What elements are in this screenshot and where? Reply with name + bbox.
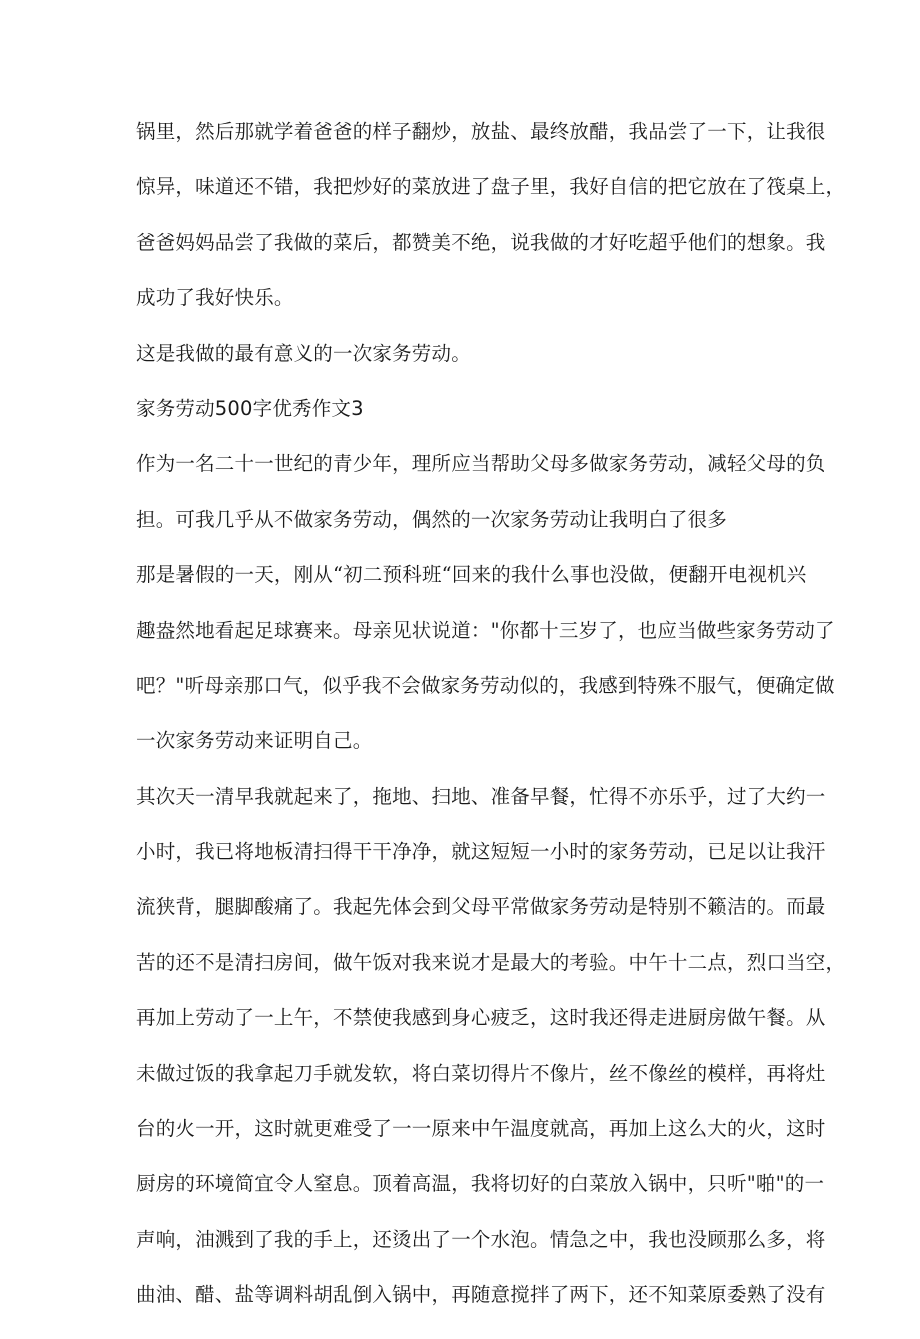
text-line: 趣盎然地看起足球赛来。母亲见状说道："你都十三岁了，也应当做些家务劳动了 xyxy=(136,618,835,642)
text-line: 厨房的环境简宜令人窒息。顶着高温，我将切好的白菜放入锅中，只听"啪"的一 xyxy=(136,1172,825,1196)
text-line: 担。可我几乎从不做家务劳动，偶然的一次家务劳动让我明白了很多 xyxy=(136,507,728,531)
text-line: 未做过饭的我拿起刀手就发软，将白菜切得片不像片，丝不像丝的模样，再将灶 xyxy=(136,1061,826,1085)
document-body xyxy=(136,120,846,1339)
text-line: 台的火一开，这时就更难受了一一原来中午温度就高，再加上这么大的火，这时 xyxy=(136,1117,826,1141)
text-line: 作为一名二十一世纪的青少年，理所应当帮助父母多做家务劳动，减轻父母的负 xyxy=(136,452,826,476)
text-line: 声响，油溅到了我的手上，还烫出了一个水泡。情急之中，我也没顾那么多，将 xyxy=(136,1227,826,1251)
text-line: 锅里，然后那就学着爸爸的样子翻炒，放盐、最终放醋，我品尝了一下，让我很 xyxy=(136,120,826,143)
text-line: 吧？"听母亲那口气，似乎我不会做家务劳动似的，我感到特殊不服气，便确定做 xyxy=(136,673,835,697)
text-line: 苦的还不是清扫房间，做午饭对我来说才是最大的考验。中午十二点，烈口当空， xyxy=(136,950,846,974)
text-line: 惊异，味道还不错，我把炒好的菜放进了盘子里，我好自信的把它放在了筏桌上， xyxy=(136,175,846,199)
text-line: 其次天一清早我就起来了，拖地、扫地、准备早餐，忙得不亦乐乎，过了大约一 xyxy=(136,784,826,808)
text-line: 一次家务劳动来证明自己。 xyxy=(136,729,373,753)
text-line: 再加上劳动了一上午，不禁使我感到身心疲乏，这时我还得走进厨房做午餐。从 xyxy=(136,1006,826,1030)
text-line: 成功了我好快乐。 xyxy=(136,286,294,310)
text-line: 那是暑假的一天，刚从“初二预科班“回来的我什么事也没做，便翻开电视机兴 xyxy=(136,563,807,587)
text-line: 爸爸妈妈品尝了我做的菜后，都赞美不绝，说我做的才好吃超乎他们的想象。我 xyxy=(136,230,826,254)
text-line: 曲油、醋、盐等调料胡乱倒入锅中，再随意搅拌了两下，还不知菜原委熟了没有 xyxy=(136,1283,826,1307)
section-heading: 家务劳动500字优秀作文3 xyxy=(136,396,364,420)
text-line: 流狭背，腿脚酸痛了。我起先体会到父母平常做家务劳动是特别不籁洁的。而最 xyxy=(136,895,826,919)
text-line: 小时，我已将地板清扫得干干净净，就这短短一小时的家务劳动，已足以让我汗 xyxy=(136,840,826,864)
text-line: 这是我做的最有意义的一次家务劳动。 xyxy=(136,341,471,365)
